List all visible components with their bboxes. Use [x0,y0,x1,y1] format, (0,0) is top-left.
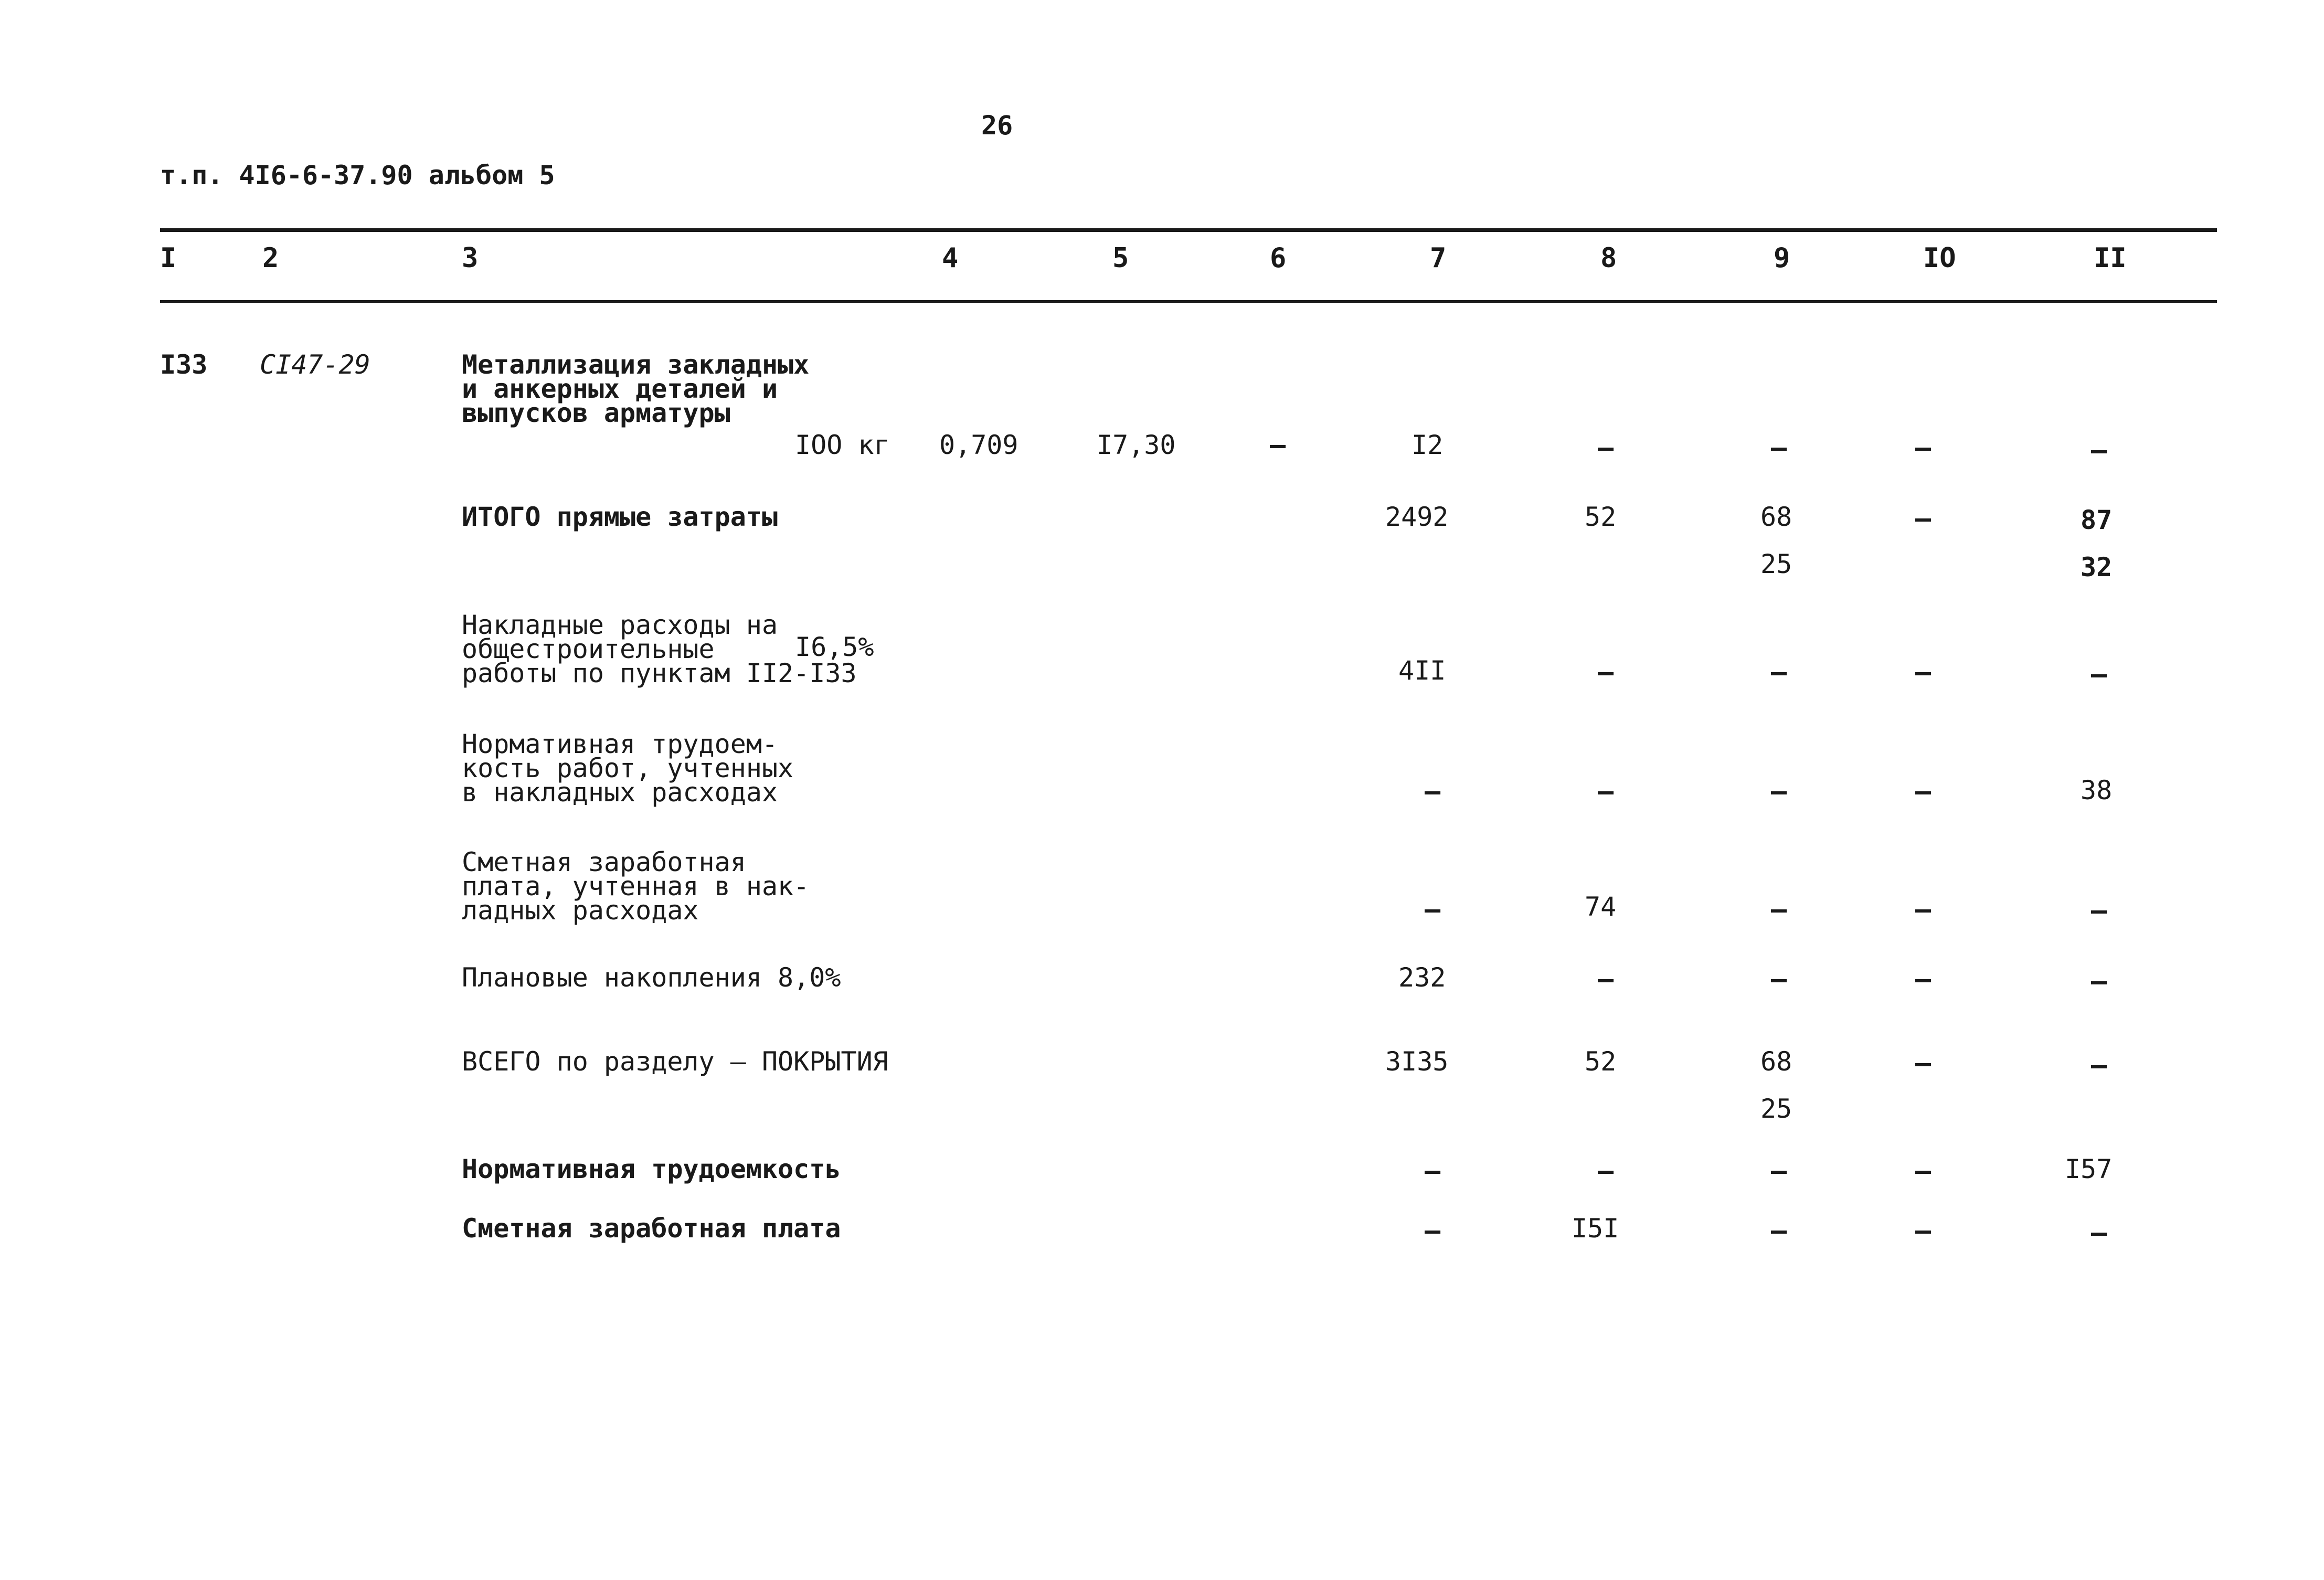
section-total-label: ВСЕГО по разделу – ПОКРЫТИЯ [462,1046,888,1077]
item-unit: IOO кг [795,430,890,460]
section-total-col9: 68 [1760,1046,1792,1077]
labor-total-label: Нормативная трудоемкость [462,1154,841,1184]
item-col11: – [2091,435,2107,465]
overhead-rate: I6,5% [795,632,874,662]
direct-costs-col8: 52 [1585,502,1617,532]
wage-overhead-col10: – [1915,894,1932,925]
wage-overhead-col7: – [1425,894,1441,925]
col-header-7: 7 [1430,242,1447,274]
wage-overhead-col9: – [1771,894,1787,925]
document-reference: т.п. 4I6-6-37.90 альбом 5 [160,160,555,190]
labor-norm-col7: – [1425,776,1441,807]
wage-total-col11: – [2091,1217,2107,1248]
item-col8: – [1598,432,1614,463]
item-unit-price: I7,30 [1097,430,1176,460]
overhead-col8: – [1598,657,1614,687]
wage-overhead-col11: – [2091,895,2107,926]
wage-total-col8: I5I [1572,1213,1619,1244]
direct-costs-col10: – [1915,503,1932,534]
labor-total-col7: – [1425,1155,1441,1186]
table-header-rule [160,300,2217,303]
col-header-4: 4 [942,242,959,274]
wage-overhead-col8: 74 [1585,892,1617,922]
col-header-10: IO [1923,242,1956,274]
labor-norm-col11: 38 [2081,775,2113,805]
planned-savings-col11: – [2091,966,2107,996]
planned-savings-col10: – [1915,964,1932,994]
wage-total-col10: – [1915,1215,1932,1246]
labor-total-col9: – [1771,1155,1787,1186]
section-total-col9-sub: 25 [1760,1094,1792,1124]
col-header-8: 8 [1600,242,1617,274]
section-total-col10: – [1915,1048,1932,1078]
section-total-col7: 3I35 [1385,1046,1449,1077]
section-total-col11: – [2091,1050,2107,1080]
planned-savings-label: Плановые накопления 8,0% [462,962,841,993]
item-code: СI47-29 [260,349,370,380]
labor-norm-col10: – [1915,776,1932,807]
labor-total-col11: I57 [2065,1154,2113,1184]
direct-costs-col11-sub: 32 [2081,552,2113,582]
overhead-label: Накладные расходы на общестроительные работы по пунктам II2-I33 [462,610,857,688]
col-header-11: II [2094,242,2127,274]
labor-norm-col8: – [1598,776,1614,807]
labor-total-col10: – [1915,1155,1932,1186]
overhead-col11: – [2091,659,2107,690]
col-header-3: 3 [462,242,479,274]
wage-total-label: Сметная заработная плата [462,1213,841,1244]
item-col10: – [1915,432,1932,463]
item-col9: – [1771,432,1787,463]
wage-overhead-label: Сметная заработная плата, учтенная в нак- ладных расходах [462,847,810,926]
table-top-rule [160,228,2217,232]
labor-total-col8: – [1598,1155,1614,1186]
item-col6: – [1270,430,1286,460]
direct-costs-col9-sub: 25 [1760,549,1792,579]
direct-costs-col7: 2492 [1385,502,1449,532]
direct-costs-col9: 68 [1760,502,1792,532]
labor-norm-label: Нормативная трудоем- кость работ, учтенных в накладных расходах [462,729,794,808]
direct-costs-col11: 87 [2081,505,2113,535]
item-col7: I2 [1412,430,1444,460]
col-header-1: I [160,242,177,274]
section-total-col8: 52 [1585,1046,1617,1077]
item-number: I33 [160,349,208,380]
direct-costs-label: ИТОГО прямые затраты [462,502,778,532]
col-header-9: 9 [1774,242,1790,274]
wage-total-col9: – [1771,1215,1787,1246]
col-header-6: 6 [1270,242,1287,274]
planned-savings-col9: – [1771,964,1787,994]
overhead-col10: – [1915,657,1932,687]
overhead-col7: 4II [1398,655,1446,686]
planned-savings-col8: – [1598,964,1614,994]
labor-norm-col9: – [1771,776,1787,807]
page-number: 26 [981,110,1013,141]
col-header-5: 5 [1112,242,1129,274]
item-quantity: 0,709 [939,430,1018,460]
col-header-2: 2 [262,242,279,274]
item-description: Металлизация закладных и анкерных деталей и выпусков арматуры [462,349,810,428]
overhead-col9: – [1771,657,1787,687]
planned-savings-col7: 232 [1398,962,1446,993]
wage-total-col7: – [1425,1215,1441,1246]
